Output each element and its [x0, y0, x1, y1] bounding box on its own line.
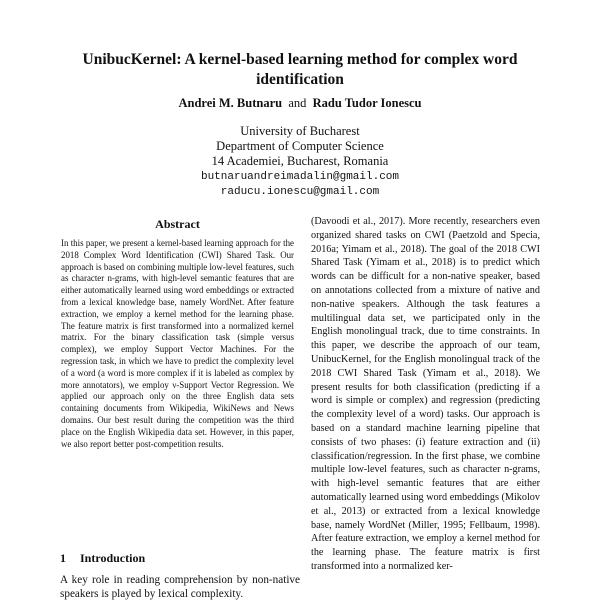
affiliation-block [80, 124, 520, 200]
right-column [311, 215, 540, 574]
email-1: butnaruandreimadalin@gmail.com [200, 170, 400, 183]
author-2: Radu Tudor Ionescu [312, 96, 422, 110]
department: Department of Computer Science [216, 139, 384, 154]
author-conjunction: and [288, 96, 307, 110]
right-column-text: (Davoodi et al., 2017). More recently, researchers even organized shared tasks on CWI (Paetzold and Specia, 2016a; Yimam et al., 2018). The goal of the 2018 CWI Shared Task (Yimam et al., 2018) is to predict which words can be difficult for a non-native speaker, based on annotations collected from a mixture of native and non-native speakers. Although the task features a multilingual data set, we participated only in the English monolingual track, due to time constraints. In this paper, we describe the approach of our team, UnibucKernel, for the English monolingual track of the 2018 CWI Shared Task (Yimam et al., 2018). We present results for both classification (predicting if a word is simple or complex) and regression (predicting the complexity level of a word) tasks. Our approach is based on a standard machine learning pipeline that consists of two phases: (i) feature extraction and (ii) classification/regression. In the first phase, we combine multiple low-level features, such as character n-grams, with high-level semantic features that are either automatically learned using word embeddings (Mikolov et al., 2013) or extracted from a lexical knowledge base, namely WordNet (Miller, 1995; Fellbaum, 1998). After feature extraction, we employ a kernel method for the learning phase. The feature matrix is first transformed into a normalized ker- [311, 216, 540, 572]
email-2: raducu.ionescu@gmail.com [220, 185, 380, 198]
section-number: 1 [60, 551, 66, 565]
university: University of Bucharest [240, 124, 360, 138]
abstract-body [61, 238, 294, 450]
abstract-text: In this paper, we present a kernel-based learning approach for the 2018 Complex Word Identification (CWI) Shared Task. Our approach is based on combining multiple low-level features, such as character n-grams, with high-level semantic features that are either automatically learned using word embeddings or extracted from a lexical knowledge base, namely WordNet. After feature extraction, we employ a kernel method for the learning phase. The feature matrix is first transformed into a normalized kernel matrix. For the binary classification task (simple versus complex), we employ Support Vector Machines. For the regression task, in which we have to predict the complexity level of a word (a word is more complex if it is labeled as complex by more annotators), we employ ν-Support Vector Regression. We applied our approach only on the three English data sets containing documents from Wikipedia, WikiNews and News domains. Our best result during the competition was the third place on the English Wikipedia data set. However, in this paper, we also report better post-competition results. [61, 238, 294, 449]
authors-line [60, 96, 540, 111]
section-heading-introduction [60, 551, 300, 566]
author-1: Andrei M. Butnaru [178, 96, 283, 110]
paper-title: UnibucKernel: A kernel-based learning method for complex word identification [82, 51, 518, 88]
introduction-text: A key role in reading comprehension by non-native speakers is played by lexical complexity. [60, 574, 300, 601]
address: 14 Academiei, Bucharest, Romania [211, 154, 389, 169]
section-title: Introduction [80, 551, 146, 565]
abstract-heading: Abstract [155, 217, 200, 231]
